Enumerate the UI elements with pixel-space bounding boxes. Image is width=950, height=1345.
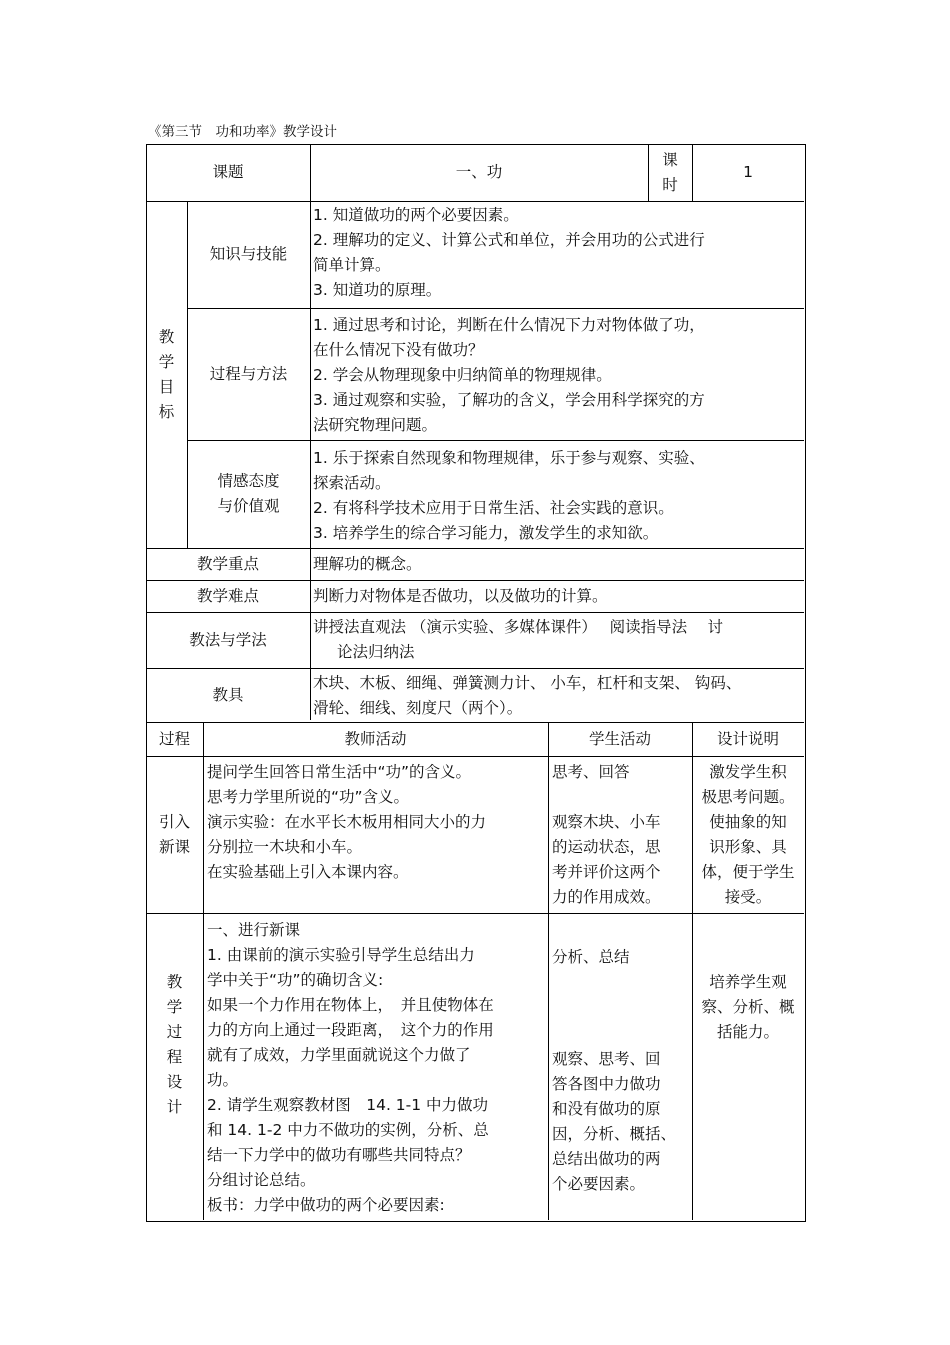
- main-design: 培养学生观 察、分析、概 括能力。: [701, 973, 795, 1041]
- knowledge-label: 知识与技能: [209, 245, 288, 263]
- intro-student: 思考、回答 观察木块、小车 的运动状态，思 考并评价这两个 力的作用成效。: [552, 763, 661, 906]
- difficulty-value: 判断力对物体是否做功，以及做功的计算。: [313, 587, 608, 605]
- header-design: 设计说明: [716, 729, 779, 748]
- key-point-label: 教学重点: [196, 554, 259, 573]
- process-method-text: 1. 通过思考和讨论，判断在什么情况下力对物体做了功， 在什么情况下没有做功？ 2. 学会从物理现象中归纳简单的物理规律。 3. 通过观察和实验，了解功的含义，学会用科学探究的方 法研究物理问题。: [313, 316, 705, 434]
- topic-label: 课题: [212, 163, 244, 181]
- attitude-label: 情感态度 与价值观: [217, 472, 280, 515]
- class-hours-label: 课 时: [662, 150, 678, 194]
- class-hours-value: 1: [743, 163, 753, 181]
- intro-stage: 引入 新课: [158, 812, 190, 856]
- tools-label: 教具: [212, 685, 244, 704]
- main-student-observe: 观察、思考、回 答各图中力做功 和没有做功的原 因，分析、概括、 总结出做功的两 个必要因素。: [552, 1050, 677, 1193]
- methods-value: 讲授法直观法 （演示实验、多媒体课件） 阅读指导法 讨 论法归纳法: [313, 618, 724, 661]
- header-process: 过程: [158, 729, 190, 748]
- difficulty-label: 教学难点: [196, 586, 259, 605]
- document-title: 《第三节 功和功率》教学设计: [148, 124, 337, 140]
- key-point-value: 理解功的概念。: [313, 555, 422, 573]
- knowledge-text: 1. 知道做功的两个必要因素。 2. 理解功的定义、计算公式和单位，并会用功的公式进行 简单计算。 3. 知道功的原理。: [313, 206, 705, 299]
- process-method-label: 过程与方法: [209, 364, 288, 383]
- topic-value: 一、功: [455, 163, 503, 181]
- intro-teacher: 提问学生回答日常生活中“功”的含义。 思考力学里所说的“功”含义。 演示实验：在水平长木板用相同大小的力 分别拉一木块和小车。 在实验基础上引入本课内容。: [207, 763, 487, 881]
- header-teacher: 教师活动: [344, 729, 407, 748]
- main-student-analyze: 分析、总结: [552, 948, 630, 966]
- intro-design: 激发学生积 极思考问题。 使抽象的知 识形象、具 体，便于学生 接受。: [701, 763, 795, 906]
- attitude-text: 1. 乐于探索自然现象和物理规律，乐于参与观察、实验、 探索活动。 2. 有将科学技术应用于日常生活、社会实践的意识。 3. 培养学生的综合学习能力，激发学生的求知欲。: [313, 449, 705, 542]
- objectives-label: 教 学 目 标: [158, 327, 175, 421]
- header-student: 学生活动: [588, 729, 651, 748]
- tools-value: 木块、木板、细绳、弹簧测力计、 小车，杠杆和支架、 钩码、 滑轮、细线、刻度尺（两个）。: [313, 674, 742, 717]
- main-stage: 教 学 过 程 设 计: [166, 973, 183, 1116]
- methods-label: 教法与学法: [189, 630, 267, 649]
- main-teacher: 一、进行新课 1. 由课前的演示实验引导学生总结出力 学中关于“功”的确切含义: 如果一个力作用在物体上， 并且使物体在 力的方向上通过一段距离， 这个力的作用 就有了成效，力学里面就说这个力做了 功。 2. 请学生观察教材图 14. 1-1 中力做功 和 14. 1-2 中力不做功的实例，分析、总 结一下力学中的做功有哪些共同特点？ 分组讨论总结。 板书：力学中做功的两个必要因素:: [207, 921, 494, 1214]
